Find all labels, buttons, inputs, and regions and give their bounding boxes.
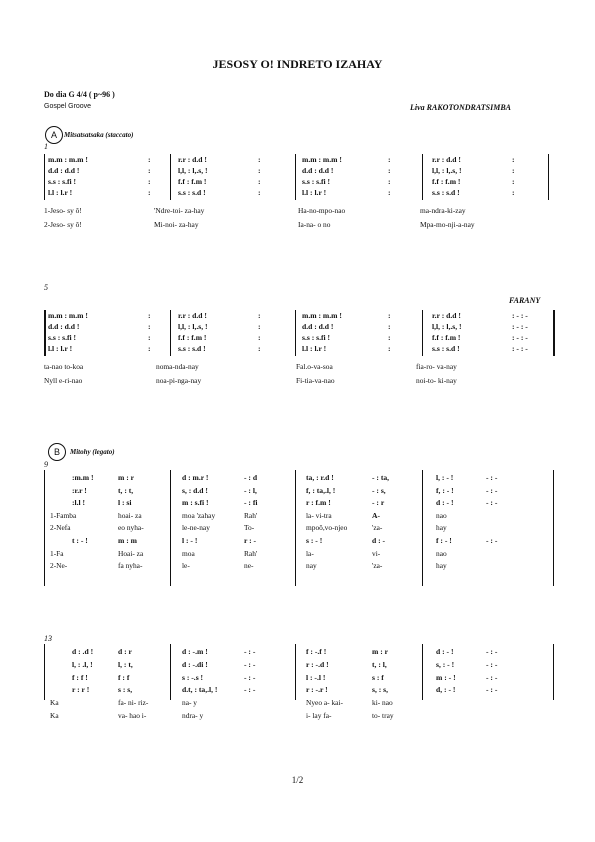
sysA2-note-cell: : xyxy=(258,311,261,320)
sysA2-note-cell: : xyxy=(388,344,391,353)
sysA1-note-cell: : xyxy=(148,155,151,164)
sysA1-barline xyxy=(170,154,171,200)
sysA2-barline xyxy=(422,310,423,356)
style-label: Gospel Groove xyxy=(44,103,92,110)
sysB1-lyric: 'za- xyxy=(372,523,383,533)
sysA2-note-cell: : xyxy=(148,333,151,342)
sysB1-lyric: To- xyxy=(244,523,255,533)
sysB1-barline xyxy=(553,470,554,586)
sysA1-note-cell: : xyxy=(512,166,515,175)
sysB1-note-cell: m : r xyxy=(118,473,135,482)
sysB2-note-cell: l : -.l ! xyxy=(306,672,326,682)
sysA1-note-cell: m.m : m.m ! xyxy=(302,155,342,164)
sysB1-note-cell: ta, : r.d ! xyxy=(306,473,334,482)
measure-number-5: 5 xyxy=(44,283,48,292)
sysA1-note-cell: d.d : d.d ! xyxy=(48,166,80,175)
sysB1-note-cell: f, : ta,.l, ! xyxy=(306,485,336,495)
sysB2-note-cell: d : -.di ! xyxy=(182,659,208,669)
sysA2-note-cell: l,l, : l,.s, ! xyxy=(178,322,208,331)
sysA2-note-cell: l,l, : l,.s, ! xyxy=(432,322,462,331)
sysB1-barline xyxy=(295,470,296,586)
sysB1-lyric: hay xyxy=(436,561,447,571)
sysA1-note-cell: : xyxy=(258,177,261,186)
measure-number-1: 1 xyxy=(44,142,48,151)
sysB2-lyric: to- tray xyxy=(372,711,394,720)
sysB1-lyric: Rah' xyxy=(244,510,258,520)
sysA1-barline xyxy=(548,154,549,200)
sysB2-note-cell: - : - xyxy=(486,685,498,695)
sysA2-note-cell: d.d : d.d ! xyxy=(48,322,80,331)
sysB1-note-cell: s, : d.d ! xyxy=(182,485,208,495)
sysB2-note-cell: - : - xyxy=(244,685,256,695)
sysA1-note-cell: l,l, : l,.s, ! xyxy=(432,166,462,175)
sysB1-note-cell: f, : - ! xyxy=(436,485,454,495)
sysB1-note-cell: :r.r ! xyxy=(72,485,87,495)
sysB1-lyric: nao xyxy=(436,548,447,558)
sysB2-note-cell: - : - xyxy=(244,647,256,656)
sysB2-lyric: Ka xyxy=(50,711,59,720)
sysB2-note-cell: m : - ! xyxy=(436,672,456,682)
sysB2-note-cell: - : - xyxy=(486,659,498,669)
sysA2-lyric: Fi-tia-va-nao xyxy=(296,376,335,385)
sysB1-note-cell: - : ta, xyxy=(372,473,390,482)
sysB1-lyric: Hoai- za xyxy=(118,548,144,558)
sysB2-note-cell: d : .d ! xyxy=(72,647,94,656)
sysB1-note-cell: - : - xyxy=(486,536,498,545)
sysB1-note-cell: - : l, xyxy=(244,485,257,495)
sysB2-lyric: i- lay fa- xyxy=(306,711,332,720)
sysB1-note-cell: d : - xyxy=(372,536,386,545)
sysB2-note-cell: - : - xyxy=(244,659,256,669)
sysA2-note-cell: : xyxy=(388,333,391,342)
author: Liva RAKOTONDRATSIMBA xyxy=(410,103,511,112)
sysB1-note-cell: - : - xyxy=(486,498,498,508)
sysA1-note-cell: : xyxy=(258,155,261,164)
sysA1-note-cell: f.f : f.m ! xyxy=(432,177,461,186)
sysA1-note-cell: l.l : l.r ! xyxy=(302,188,327,197)
sysA1-note-cell: r.r : d.d ! xyxy=(432,155,461,164)
sysA1-note-cell: d.d : d.d ! xyxy=(302,166,334,175)
sysB2-note-cell: l, : t, xyxy=(118,659,133,669)
sysB2-lyric: Ka xyxy=(50,698,59,708)
sysA1-lyric: 'Ndre-toi- za-hay xyxy=(154,206,205,215)
section-a-label: Mitsatsatsaka (staccato) xyxy=(64,131,134,139)
sysA1-barline xyxy=(295,154,296,200)
sysB1-lyric: la- xyxy=(306,548,314,558)
sysA2-note-cell: : xyxy=(258,322,261,331)
sysA2-note-cell: f.f : f.m ! xyxy=(178,333,207,342)
sysB1-lyric: ne- xyxy=(244,561,254,571)
sysA1-note-cell: s.s : s.d ! xyxy=(432,188,460,197)
sysA2-lyric: Nyll e-ri-nao xyxy=(44,376,83,385)
sysB2-note-cell: r : -.r ! xyxy=(306,685,328,695)
sysA1-note-cell: : xyxy=(148,177,151,186)
sysB1-lyric: le- xyxy=(182,561,190,571)
sysA2-lyric: noma-nda-nay xyxy=(156,362,199,371)
sysA1-note-cell: s.s : s.fi ! xyxy=(48,177,77,186)
sysA2-note-cell: : xyxy=(258,344,261,353)
sysB1-note-cell: - : - xyxy=(486,485,498,495)
sysB2-barline xyxy=(553,644,554,700)
sysB1-lyric: Rah' xyxy=(244,548,258,558)
sysB2-lyric: Nyeo a- kai- xyxy=(306,698,343,708)
sysB2-note-cell: f : f ! xyxy=(72,672,88,682)
sysB2-note-cell: t, : l, xyxy=(372,659,387,669)
sysB1-lyric: 1-Famba xyxy=(50,510,77,520)
sysA2-note-cell: f.f : f.m ! xyxy=(432,333,461,342)
sysB1-barline xyxy=(422,470,423,586)
sysB2-note-cell: s : -.s ! xyxy=(182,672,204,682)
sysB1-lyric: hay xyxy=(436,523,447,533)
sysB2-lyric: ki- nao xyxy=(372,698,393,708)
sysA2-note-cell: : xyxy=(258,333,261,342)
sysB2-lyric: na- y xyxy=(182,698,197,708)
sysA2-note-cell: r.r : d.d ! xyxy=(178,311,207,320)
sysB2-barline xyxy=(295,644,296,700)
sysB2-lyric: va- hao i- xyxy=(118,711,147,720)
sysA2-note-cell: m.m : m.m ! xyxy=(48,311,88,320)
sysA2-note-cell: : xyxy=(388,311,391,320)
sysA1-barline xyxy=(422,154,423,200)
sysA2-note-cell: s.s : s.d ! xyxy=(178,344,206,353)
page-number: 1/2 xyxy=(291,775,304,785)
sysB2-note-cell: d.t, : ta,.l, ! xyxy=(182,685,218,695)
sysB1-note-cell: r : f.m ! xyxy=(306,498,331,508)
sysA1-note-cell: m.m : m.m ! xyxy=(48,155,88,164)
sysB1-lyric: fa nyha- xyxy=(118,561,143,571)
sysB1-note-cell: d : m.r ! xyxy=(182,473,209,482)
sysA2-barline xyxy=(170,310,171,356)
sysB2-note-cell: s : f xyxy=(372,672,384,682)
sysB1-lyric: la- vi-tra xyxy=(306,510,332,520)
sysA1-lyric: 2-Jeso- sy ô! xyxy=(44,220,82,229)
sysB2-lyric: fa- ni- riz- xyxy=(118,698,149,708)
sysA1-note-cell: l,l, : l,.s, ! xyxy=(178,166,208,175)
sysA2-barline xyxy=(44,310,46,356)
sysA1-note-cell: : xyxy=(512,155,515,164)
sysB1-note-cell: m : s.fi ! xyxy=(182,498,209,508)
sysA2-lyric: ta-nao to-koa xyxy=(44,362,84,371)
sysB1-note-cell: t, : t, xyxy=(118,485,134,495)
section-b-label: Mitohy (legato) xyxy=(70,448,115,456)
sysA1-note-cell: : xyxy=(148,166,151,175)
sysB2-note-cell: - : - xyxy=(486,647,498,656)
sysA2-note-cell: : xyxy=(388,322,391,331)
sysA2-note-cell: : - : - xyxy=(512,333,528,342)
sysA1-note-cell: : xyxy=(388,177,391,186)
sysB2-note-cell: f : f xyxy=(118,672,130,682)
sysA1-note-cell: r.r : d.d ! xyxy=(178,155,207,164)
sysB2-note-cell: - : - xyxy=(244,672,256,682)
sysB1-note-cell: A- xyxy=(372,510,381,520)
sysB1-note-cell: f : - ! xyxy=(436,536,452,545)
sysB1-barline xyxy=(44,470,45,586)
song-title: JESOSY O! INDRETO IZAHAY xyxy=(212,57,383,71)
sysB1-note-cell: r : - xyxy=(244,536,257,545)
sysB1-note-cell: - : - xyxy=(486,473,498,482)
sysA1-note-cell: : xyxy=(148,188,151,197)
sysA1-note-cell: : xyxy=(512,177,515,186)
section-a-marker: A xyxy=(45,126,63,144)
sysA2-note-cell: : xyxy=(148,344,151,353)
sysA1-note-cell: s.s : s.fi ! xyxy=(302,177,331,186)
sysB1-note-cell: - : r xyxy=(372,498,385,508)
sysB2-barline xyxy=(170,644,171,700)
sysA2-note-cell: : xyxy=(148,311,151,320)
sysA2-note-cell: m.m : m.m ! xyxy=(302,311,342,320)
sysA2-note-cell: : - : - xyxy=(512,322,528,331)
sysB2-note-cell: r : -.d ! xyxy=(306,659,329,669)
measure-number-9: 9 xyxy=(44,460,48,469)
sysA2-barline xyxy=(295,310,296,356)
sysA1-note-cell: f.f : f.m ! xyxy=(178,177,207,186)
sysA1-lyric: Ia-na- o no xyxy=(298,220,331,229)
sysB1-lyric: eo nyha- xyxy=(118,523,144,533)
sysB1-note-cell: d : - ! xyxy=(436,498,454,508)
sysA1-lyric: Ha-no-mpo-nao xyxy=(298,206,346,215)
sysA2-note-cell: s.s : s.fi ! xyxy=(302,333,331,342)
sysA1-lyric: Mpa-mo-nji-a-nay xyxy=(420,220,475,229)
sysA1-note-cell: : xyxy=(388,188,391,197)
sysB2-note-cell: s, : s, xyxy=(372,685,389,695)
sysB1-lyric: mpoô,vo-njeo xyxy=(306,523,348,533)
sysB1-note-cell: - : s, xyxy=(372,485,386,495)
sysB2-note-cell: d, : - ! xyxy=(436,685,456,695)
sysB1-note-cell: - : fi xyxy=(244,498,258,508)
sysA1-lyric: Mi-noi- za-hay xyxy=(154,220,199,229)
sysB1-note-cell: l : - ! xyxy=(182,536,198,545)
sysB1-lyric: 'za- xyxy=(372,561,383,571)
sysA1-note-cell: : xyxy=(258,188,261,197)
sysB2-barline xyxy=(44,644,45,700)
sysA2-note-cell: : - : - xyxy=(512,311,528,320)
sysA2-note-cell: l.l : l.r ! xyxy=(48,344,73,353)
sysB1-lyric: le-ne-nay xyxy=(182,523,210,533)
sysB1-note-cell: l : si xyxy=(118,498,132,508)
sysA1-barline xyxy=(44,154,45,200)
sysA2-barline xyxy=(553,310,555,356)
sysA2-lyric: fia-ro- va-nay xyxy=(416,362,457,371)
sysB2-note-cell: l, : .l, ! xyxy=(72,659,93,669)
sysA2-note-cell: : - : - xyxy=(512,344,528,353)
sysA1-lyric: ma-ndra-ki-zay xyxy=(420,206,466,215)
sysA2-note-cell: s.s : s.d ! xyxy=(432,344,460,353)
sysB1-lyric: hoai- za xyxy=(118,510,142,520)
sysB2-note-cell: d : - ! xyxy=(436,647,454,656)
sysB2-note-cell: s, : - ! xyxy=(436,659,455,669)
sysA1-note-cell: l.l : l.r ! xyxy=(48,188,73,197)
sysB1-lyric: 2-Nefa xyxy=(50,523,71,533)
sysA1-note-cell: : xyxy=(388,166,391,175)
sysA1-note-cell: : xyxy=(512,188,515,197)
sysB1-note-cell: :m.m ! xyxy=(72,473,94,482)
farany-label: FARANY xyxy=(509,296,541,305)
sysA1-note-cell: : xyxy=(388,155,391,164)
sysB1-note-cell: - : d xyxy=(244,473,258,482)
sysB1-lyric: nay xyxy=(306,561,317,571)
sysA2-note-cell: l.l : l.r ! xyxy=(302,344,327,353)
sysB1-lyric: 1-Fa xyxy=(50,548,64,558)
sysB1-lyric: nao xyxy=(436,510,447,520)
sysB1-note-cell: t : - ! xyxy=(72,536,88,545)
key-signature: Do dia G 4/4 ( p~96 ) xyxy=(44,90,115,99)
measure-number-13: 13 xyxy=(44,634,52,643)
sysA2-note-cell: s.s : s.fi ! xyxy=(48,333,77,342)
sysB2-lyric: ndra- y xyxy=(182,711,204,720)
sysB1-lyric: moa 'zahay xyxy=(182,510,216,520)
sysA2-lyric: noi-to- ki-nay xyxy=(416,376,457,385)
sysB1-note-cell: s : - ! xyxy=(306,536,323,545)
sysA2-lyric: noa-pi-nga-nay xyxy=(156,376,202,385)
sysA2-note-cell: r.r : d.d ! xyxy=(432,311,461,320)
sysA1-lyric: 1-Jeso- sy ô! xyxy=(44,206,82,215)
sysB2-note-cell: m : r xyxy=(372,647,389,656)
sysA2-note-cell: d.d : d.d ! xyxy=(302,322,334,331)
sysA1-note-cell: : xyxy=(258,166,261,175)
sysA1-note-cell: s.s : s.d ! xyxy=(178,188,206,197)
sysB1-note-cell: l, : - ! xyxy=(436,473,454,482)
sysA2-note-cell: : xyxy=(148,322,151,331)
sysB2-barline xyxy=(422,644,423,700)
sysB1-lyric: moa xyxy=(182,548,195,558)
section-b-marker: B xyxy=(48,443,66,461)
sysB1-barline xyxy=(170,470,171,586)
sysB2-note-cell: d : -.m ! xyxy=(182,647,208,656)
sysB1-note-cell: m : m xyxy=(118,536,137,545)
sysB1-lyric: 2-Ne- xyxy=(50,561,68,571)
sysB2-note-cell: - : - xyxy=(486,672,498,682)
sysB1-lyric: vi- xyxy=(372,548,381,558)
sysB2-note-cell: f : -.f ! xyxy=(306,647,327,656)
sysB2-note-cell: s : s, xyxy=(118,685,133,695)
sysB2-note-cell: d : r xyxy=(118,647,132,656)
sysB1-note-cell: :l.l ! xyxy=(72,498,86,508)
sysA2-lyric: Fal.o-va-soa xyxy=(296,362,333,371)
sysB2-note-cell: r : r ! xyxy=(72,685,90,695)
